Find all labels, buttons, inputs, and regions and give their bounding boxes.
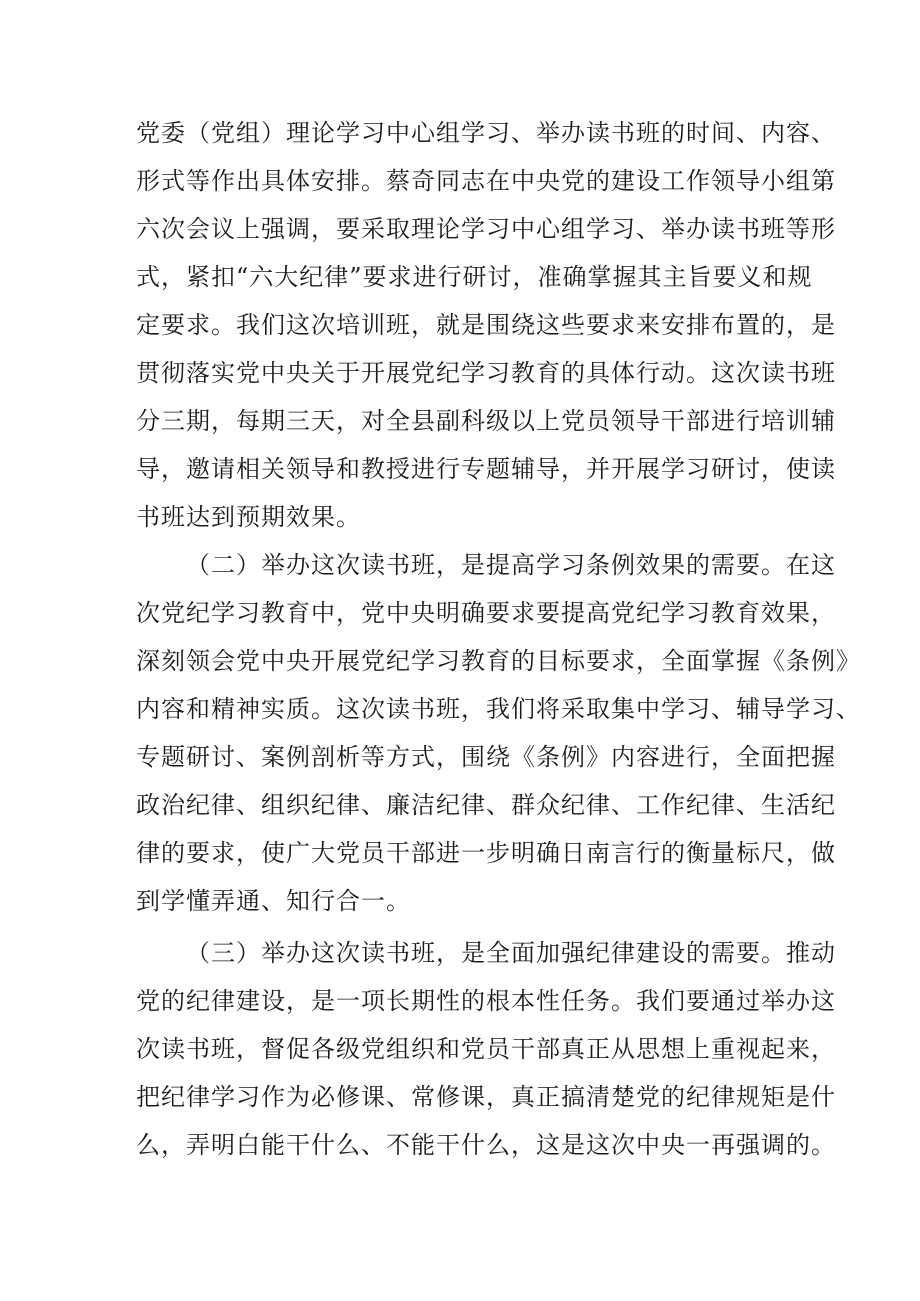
- text-line: 导，邀请相关领导和教授进行专题辅导，并开展学习研讨，使读: [136, 455, 836, 483]
- text-line: 贯彻落实党中央关于开展党纪学习教育的具体行动。这次读书班: [136, 359, 836, 387]
- text-line: 政治纪律、组织纪律、廉洁纪律、群众纪律、工作纪律、生活纪: [136, 791, 836, 819]
- text-line: 内容和精神实质。这次读书班，我们将采取集中学习、辅导学习、: [136, 695, 861, 723]
- text-line: 律的要求，使广大党员干部进一步明确日南言行的衡量标尺，做: [136, 839, 836, 867]
- text-line: 深刻领会党中央开展党纪学习教育的目标要求，全面掌握《条例》: [136, 647, 861, 675]
- text-line: （二）举办这次读书班，是提高学习条例效果的需要。在这: [186, 551, 836, 579]
- text-line: （三）举办这次读书班，是全面加强纪律建设的需要。推动: [186, 939, 836, 967]
- text-line: 定要求。我们这次培训班，就是围绕这些要求来安排布置的，是: [136, 311, 836, 339]
- text-line: 么，弄明白能干什么、不能干什么，这是这次中央一再强调的。: [136, 1131, 836, 1159]
- text-line: 书班达到预期效果。: [136, 503, 361, 531]
- text-line: 党的纪律建设，是一项长期性的根本性任务。我们要通过举办这: [136, 987, 836, 1015]
- text-line: 分三期，每期三天，对全县副科级以上党员领导干部进行培训辅: [136, 407, 836, 435]
- text-line: 党委（党组）理论学习中心组学习、举办读书班的时间、内容、: [136, 119, 836, 147]
- text-line: 形式等作出具体安排。蔡奇同志在中央党的建设工作领导小组第: [136, 167, 836, 195]
- text-line: 六次会议上强调，要采取理论学习中心组学习、举办读书班等形: [136, 215, 836, 243]
- text-line: 专题研讨、案例剖析等方式，围绕《条例》内容进行，全面把握: [136, 743, 836, 771]
- text-line: 次党纪学习教育中，党中央明确要求要提高党纪学习教育效果，: [136, 599, 836, 627]
- text-line: 到学懂弄通、知行合一。: [136, 887, 411, 915]
- text-line: 次读书班，督促各级党组织和党员干部真正从思想上重视起来，: [136, 1035, 836, 1063]
- text-line: 式，紧扣“六大纪律”要求进行研讨，准确掌握其主旨要义和规: [136, 263, 813, 291]
- text-line: 把纪律学习作为必修课、常修课，真正搞清楚党的纪律规矩是什: [136, 1083, 836, 1111]
